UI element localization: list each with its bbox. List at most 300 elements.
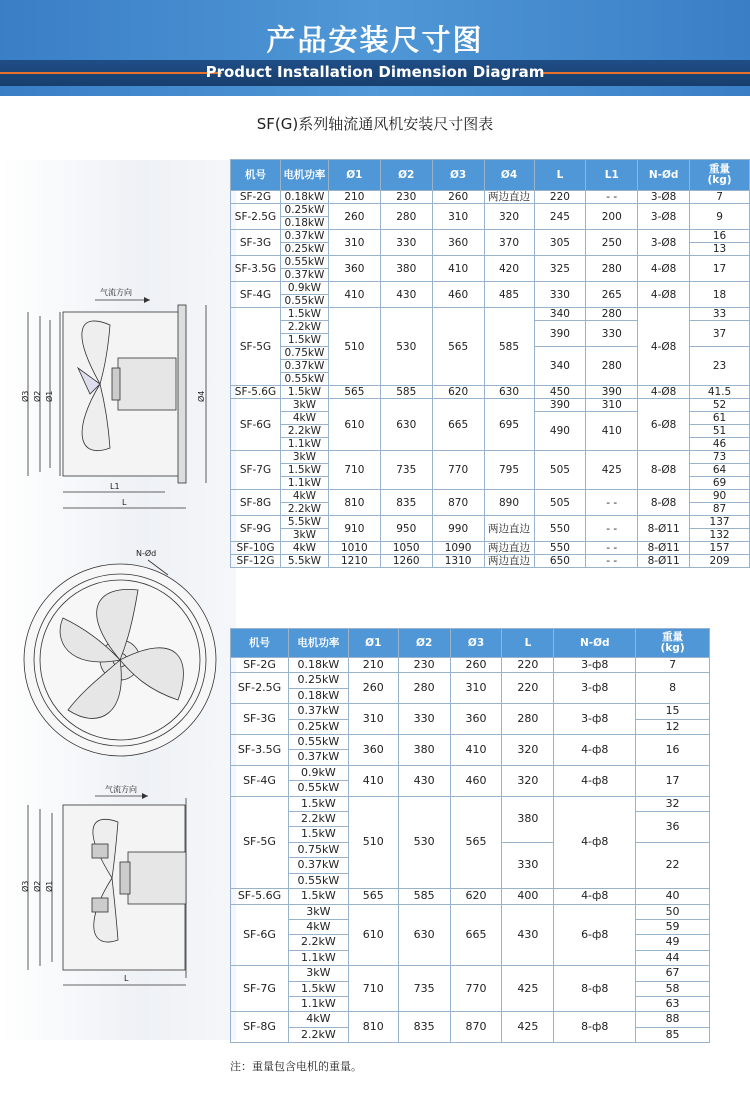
table-cell: 1260 [380, 555, 432, 568]
table-cell: 0.37kW [280, 230, 328, 243]
table-row [231, 542, 750, 555]
table-cell: 260 [348, 673, 398, 704]
table-header [231, 160, 750, 191]
table-cell: 410 [432, 256, 484, 282]
table-cell: 810 [348, 1012, 398, 1043]
dim-label: L1 [110, 482, 120, 491]
table-header [231, 629, 710, 658]
fan-side-view-drawing-2 [0, 780, 225, 995]
table-cell: 430 [398, 765, 450, 796]
model-cell: SF-5G [231, 308, 281, 386]
table-cell: 425 [586, 451, 638, 490]
table-cell: 280 [380, 204, 432, 230]
table-cell: 210 [348, 658, 398, 673]
column-header: Ø3 [450, 629, 502, 658]
fan-side-view-drawing [0, 270, 225, 520]
table-row [231, 490, 750, 503]
dimension-table-2 [230, 628, 710, 1043]
table-row [231, 451, 750, 464]
model-cell: SF-6G [231, 904, 289, 966]
table-cell: 620 [432, 386, 484, 399]
table-cell: 8-ф8 [554, 1012, 636, 1043]
table-row [231, 191, 750, 204]
table-cell: 90 [690, 490, 750, 503]
airflow-label: 气流方向 [100, 288, 132, 297]
table-cell: 550 [534, 516, 586, 542]
table-cell: 0.55kW [280, 295, 328, 308]
table-cell: 1.1kW [280, 438, 328, 451]
table-cell: 630 [484, 386, 534, 399]
table-cell: 550 [534, 542, 586, 555]
table-cell: 0.18kW [288, 688, 348, 703]
table-cell: 330 [586, 321, 638, 347]
table-cell: 3-ф8 [554, 658, 636, 673]
table-cell: 1310 [432, 555, 484, 568]
table-cell: 16 [690, 230, 750, 243]
table-cell: 88 [636, 1012, 710, 1027]
column-header: Ø1 [328, 160, 380, 191]
table-cell: 1090 [432, 542, 484, 555]
table-cell: 310 [328, 230, 380, 256]
table-cell: 两边直边 [484, 191, 534, 204]
table-cell: 9 [690, 204, 750, 230]
column-header: Ø3 [432, 160, 484, 191]
table-cell: 910 [328, 516, 380, 542]
table-row [231, 658, 710, 673]
table-cell: 380 [502, 796, 554, 842]
table-cell: 两边直边 [484, 516, 534, 542]
table-cell: 425 [502, 966, 554, 1012]
table-cell: 340 [534, 347, 586, 386]
table-cell: 1210 [328, 555, 380, 568]
table-cell: - - [586, 490, 638, 516]
table-cell: 330 [398, 704, 450, 735]
table-cell: 565 [348, 889, 398, 904]
table-cell: 430 [502, 904, 554, 966]
table-cell: 两边直边 [484, 555, 534, 568]
table-cell: 260 [432, 191, 484, 204]
table-cell: 61 [690, 412, 750, 425]
table-cell: 32 [636, 796, 710, 811]
table-row [231, 673, 710, 688]
table-cell: 0.25kW [288, 719, 348, 734]
table-cell: 12 [636, 719, 710, 734]
table-cell: 6-ф8 [554, 904, 636, 966]
table-cell: 280 [502, 704, 554, 735]
table-cell: 795 [484, 451, 534, 490]
table-cell: 73 [690, 451, 750, 464]
model-cell: SF-8G [231, 1012, 289, 1043]
table-cell: 87 [690, 503, 750, 516]
table-cell: 2.2kW [288, 935, 348, 950]
column-header: 电机功率 [288, 629, 348, 658]
table-cell: 990 [432, 516, 484, 542]
table-cell: 565 [432, 308, 484, 386]
table-cell: 3kW [288, 904, 348, 919]
model-cell: SF-7G [231, 966, 289, 1012]
model-cell: SF-2G [231, 191, 281, 204]
header-banner [0, 0, 750, 96]
table-cell: 665 [432, 399, 484, 451]
table-cell: 1.1kW [280, 477, 328, 490]
table-cell: 260 [328, 204, 380, 230]
table-cell: 330 [502, 842, 554, 888]
table-cell: 4kW [280, 412, 328, 425]
table-cell: 0.25kW [280, 204, 328, 217]
table-cell: 585 [484, 308, 534, 386]
table-cell: 18 [690, 282, 750, 308]
fan-front-view-drawing [18, 540, 223, 765]
table-cell: 5.5kW [280, 555, 328, 568]
table-cell: 16 [636, 735, 710, 766]
table-row [231, 204, 750, 217]
table-cell: 8-Ø11 [638, 555, 690, 568]
table-cell: 1050 [380, 542, 432, 555]
table-cell: 0.75kW [280, 347, 328, 360]
model-cell: SF-4G [231, 765, 289, 796]
table-cell: 0.25kW [280, 243, 328, 256]
table-cell: 50 [636, 904, 710, 919]
model-cell: SF-5.6G [231, 386, 281, 399]
table-row [231, 282, 750, 295]
table-cell: 810 [328, 490, 380, 516]
table-cell: 0.18kW [280, 191, 328, 204]
table-cell: 770 [432, 451, 484, 490]
table-cell: 410 [450, 735, 502, 766]
table-cell: 13 [690, 243, 750, 256]
model-cell: SF-3.5G [231, 256, 281, 282]
table-cell: 210 [328, 191, 380, 204]
model-cell: SF-2.5G [231, 673, 289, 704]
table-cell: 505 [534, 451, 586, 490]
table-cell: 132 [690, 529, 750, 542]
table-cell: 4-ф8 [554, 796, 636, 888]
table-cell: - - [586, 542, 638, 555]
table-cell: 4-ф8 [554, 765, 636, 796]
table-cell: 265 [586, 282, 638, 308]
table-cell: 870 [432, 490, 484, 516]
table-cell: 320 [502, 765, 554, 796]
table-cell: 200 [586, 204, 638, 230]
table-cell: 380 [398, 735, 450, 766]
table-cell: 510 [348, 796, 398, 888]
table-cell: 36 [636, 812, 710, 843]
model-cell: SF-7G [231, 451, 281, 490]
table-cell: 610 [348, 904, 398, 966]
table-cell: 1.5kW [288, 796, 348, 811]
column-header: 机号 [231, 160, 281, 191]
table-cell: 0.55kW [288, 735, 348, 750]
table-cell: 44 [636, 950, 710, 965]
column-header: L [502, 629, 554, 658]
page-title: 产品安装尺寸图 [266, 23, 484, 57]
table-cell: 0.37kW [288, 858, 348, 873]
table-cell: 85 [636, 1027, 710, 1042]
model-cell: SF-5G [231, 796, 289, 888]
table-cell: 565 [328, 386, 380, 399]
table-cell: 460 [450, 765, 502, 796]
table-cell: 0.55kW [288, 873, 348, 888]
dim-label: Ø1 [45, 880, 54, 892]
table-cell: 4-Ø8 [638, 308, 690, 386]
table-cell: 0.18kW [288, 658, 348, 673]
table-cell: 52 [690, 399, 750, 412]
table-cell: 3-Ø8 [638, 191, 690, 204]
table-cell: 220 [502, 658, 554, 673]
dim-label: Ø3 [21, 880, 30, 892]
table-row [231, 256, 750, 269]
column-header: Ø4 [484, 160, 534, 191]
table-cell: 23 [690, 347, 750, 386]
dim-label: Ø4 [197, 390, 206, 402]
table-cell: 3-ф8 [554, 673, 636, 704]
table-cell: 0.55kW [280, 256, 328, 269]
table-cell: 40 [636, 889, 710, 904]
table-cell: 450 [534, 386, 586, 399]
table-cell: 8-Ø8 [638, 490, 690, 516]
model-cell: SF-9G [231, 516, 281, 542]
table-row [231, 796, 710, 811]
table-cell: 37 [690, 321, 750, 347]
table-cell: 4-Ø8 [638, 386, 690, 399]
table-cell: 4kW [280, 490, 328, 503]
table-cell: 460 [432, 282, 484, 308]
model-cell: SF-3G [231, 704, 289, 735]
table-cell: 380 [380, 256, 432, 282]
table-cell: 209 [690, 555, 750, 568]
model-cell: SF-4G [231, 282, 281, 308]
table-cell: 41.5 [690, 386, 750, 399]
table-cell: 59 [636, 919, 710, 934]
table-cell: 0.37kW [280, 360, 328, 373]
table-cell: 1.5kW [288, 827, 348, 842]
table-cell: 22 [636, 842, 710, 888]
column-header: L1 [586, 160, 638, 191]
column-header: 机号 [231, 629, 289, 658]
dim-label: Ø3 [21, 390, 30, 402]
dim-label: Ø1 [45, 390, 54, 402]
table-cell: 4kW [288, 919, 348, 934]
table-cell: 2.2kW [280, 321, 328, 334]
table-cell: 390 [534, 399, 586, 412]
table-cell: 310 [432, 204, 484, 230]
table-cell: - - [586, 516, 638, 542]
table-cell: 3kW [280, 451, 328, 464]
footnote: 注：重量包含电机的重量。 [230, 1060, 362, 1073]
table-cell: 510 [328, 308, 380, 386]
table-cell: 230 [398, 658, 450, 673]
model-cell: SF-12G [231, 555, 281, 568]
model-cell: SF-2G [231, 658, 289, 673]
table-cell: 410 [328, 282, 380, 308]
table-cell: 3-Ø8 [638, 204, 690, 230]
table-cell: 610 [328, 399, 380, 451]
table-row [231, 230, 750, 243]
table-cell: 1.5kW [280, 334, 328, 347]
table-cell: 485 [484, 282, 534, 308]
table-cell: 320 [502, 735, 554, 766]
table-cell: 1.1kW [288, 996, 348, 1011]
table-cell: 33 [690, 308, 750, 321]
table-cell: 890 [484, 490, 534, 516]
table-cell: 0.37kW [280, 269, 328, 282]
table-cell: 2.2kW [280, 425, 328, 438]
table-row [231, 555, 750, 568]
column-header: L [534, 160, 586, 191]
table-cell: 157 [690, 542, 750, 555]
table-cell: 695 [484, 399, 534, 451]
table-cell: 320 [484, 204, 534, 230]
table-cell: 1.5kW [280, 308, 328, 321]
table-cell: - - [586, 191, 638, 204]
table-cell: 3-Ø8 [638, 230, 690, 256]
table-cell: 63 [636, 996, 710, 1011]
model-cell: SF-2.5G [231, 204, 281, 230]
table-row [231, 516, 750, 529]
table-cell: 870 [450, 1012, 502, 1043]
table-cell: 310 [586, 399, 638, 412]
column-header: Ø1 [348, 629, 398, 658]
table-cell: 835 [380, 490, 432, 516]
table-cell: 0.37kW [288, 704, 348, 719]
table-cell: 735 [380, 451, 432, 490]
table-cell: 49 [636, 935, 710, 950]
table-row [231, 386, 750, 399]
table-cell: 425 [502, 1012, 554, 1043]
table-cell: 58 [636, 981, 710, 996]
column-header: Ø2 [398, 629, 450, 658]
table-cell: 835 [398, 1012, 450, 1043]
table-cell: 770 [450, 966, 502, 1012]
table-cell: 280 [586, 308, 638, 321]
table-cell: 64 [690, 464, 750, 477]
table-cell: 710 [328, 451, 380, 490]
column-header: 重量 (kg) [690, 160, 750, 191]
table-cell: 1.5kW [280, 386, 328, 399]
table-cell: 565 [450, 796, 502, 888]
table-cell: 0.55kW [288, 781, 348, 796]
table-cell: 3kW [280, 399, 328, 412]
model-cell: SF-5.6G [231, 889, 289, 904]
table-cell: 1.5kW [288, 981, 348, 996]
table-row [231, 308, 750, 321]
table-cell: 51 [690, 425, 750, 438]
table-cell: 325 [534, 256, 586, 282]
table-row [231, 889, 710, 904]
table-cell: 530 [398, 796, 450, 888]
table-cell: 630 [380, 399, 432, 451]
table-cell: 310 [450, 673, 502, 704]
table-cell: 585 [380, 386, 432, 399]
table-cell: 630 [398, 904, 450, 966]
table-row [231, 735, 710, 750]
table-cell: 410 [586, 412, 638, 451]
table-cell: 7 [636, 658, 710, 673]
table-cell: 950 [380, 516, 432, 542]
dim-label: Ø2 [33, 390, 42, 402]
table-cell: 2.2kW [280, 503, 328, 516]
table-cell: 490 [534, 412, 586, 451]
table-row [231, 704, 710, 719]
model-cell: SF-6G [231, 399, 281, 451]
table-cell: 360 [328, 256, 380, 282]
dim-label: N-Ød [136, 549, 157, 558]
table-cell: 1.1kW [288, 950, 348, 965]
table-cell: 360 [450, 704, 502, 735]
table-cell: 220 [502, 673, 554, 704]
model-cell: SF-3.5G [231, 735, 289, 766]
column-header: Ø2 [380, 160, 432, 191]
table-cell: 310 [348, 704, 398, 735]
table-cell: 8-Ø11 [638, 516, 690, 542]
table-cell: 735 [398, 966, 450, 1012]
column-header: N-Ød [554, 629, 636, 658]
table-cell: 67 [636, 966, 710, 981]
table-row [231, 1012, 710, 1027]
table-cell: 220 [534, 191, 586, 204]
table-cell: 17 [636, 765, 710, 796]
table-cell: 390 [534, 321, 586, 347]
table-cell: 620 [450, 889, 502, 904]
table-cell: 505 [534, 490, 586, 516]
table-cell: 370 [484, 230, 534, 256]
table-cell: 4-Ø8 [638, 256, 690, 282]
table-cell: 15 [636, 704, 710, 719]
table-body [231, 191, 750, 568]
table-cell: 585 [398, 889, 450, 904]
table-cell: 410 [348, 765, 398, 796]
table-cell: 0.9kW [280, 282, 328, 295]
table-cell: 7 [690, 191, 750, 204]
dim-label: Ø2 [33, 880, 42, 892]
table-row [231, 966, 710, 981]
column-header: 电机功率 [280, 160, 328, 191]
table-cell: 4-ф8 [554, 735, 636, 766]
table-cell: 710 [348, 966, 398, 1012]
table-cell: 1.5kW [280, 464, 328, 477]
table-cell: 137 [690, 516, 750, 529]
table-cell: 3kW [280, 529, 328, 542]
table-cell: 650 [534, 555, 586, 568]
table-cell: 360 [348, 735, 398, 766]
table-cell: 2.2kW [288, 1027, 348, 1042]
table-cell: 390 [586, 386, 638, 399]
column-header: N-Ød [638, 160, 690, 191]
table-cell: 340 [534, 308, 586, 321]
table-cell: 8-Ø11 [638, 542, 690, 555]
table-cell: 0.37kW [288, 750, 348, 765]
dim-label: L [122, 498, 127, 507]
table-cell: 4kW [288, 1012, 348, 1027]
table-cell: 6-Ø8 [638, 399, 690, 451]
table-caption: SF(G)系列轴流通风机安装尺寸图表 [256, 115, 494, 133]
table-cell: 0.9kW [288, 765, 348, 780]
table-cell: 3-ф8 [554, 704, 636, 735]
table-cell: 260 [450, 658, 502, 673]
table-cell: 0.55kW [280, 373, 328, 386]
table-cell: 665 [450, 904, 502, 966]
table-cell: 250 [586, 230, 638, 256]
model-cell: SF-10G [231, 542, 281, 555]
table-cell: 420 [484, 256, 534, 282]
table-row [231, 399, 750, 412]
table-cell: 4-Ø8 [638, 282, 690, 308]
dimension-table-1 [230, 159, 750, 568]
table-cell: 1.5kW [288, 889, 348, 904]
table-cell: 330 [380, 230, 432, 256]
table-cell: 430 [380, 282, 432, 308]
model-cell: SF-8G [231, 490, 281, 516]
